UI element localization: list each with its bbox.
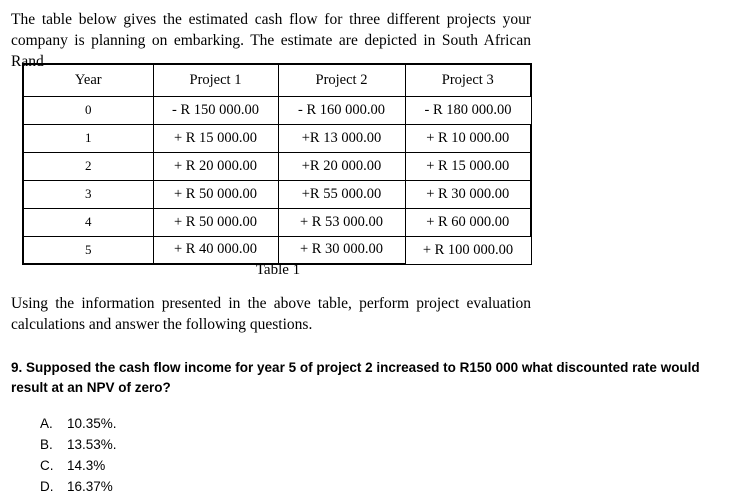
- option-d[interactable]: [40, 476, 117, 494]
- table-header-row: [23, 64, 531, 96]
- cell-project-3: + R 10 000.00: [405, 124, 531, 152]
- option-text: 10.35%.: [67, 416, 117, 431]
- header-project-2: Project 2: [278, 64, 405, 96]
- cell-project-1: + R 15 000.00: [153, 124, 278, 152]
- cash-flow-table: [22, 63, 532, 265]
- option-a[interactable]: [40, 413, 117, 434]
- option-text: 13.53%.: [67, 437, 117, 452]
- cell-project-3: + R 100 000.00: [405, 236, 531, 264]
- option-text: 14.3%: [67, 458, 106, 473]
- cell-year: 1: [23, 124, 153, 152]
- cell-project-2: +R 13 000.00: [278, 124, 405, 152]
- option-b[interactable]: [40, 434, 117, 455]
- cell-project-2: + R 30 000.00: [278, 236, 405, 264]
- cell-project-2: +R 55 000.00: [278, 180, 405, 208]
- question-text: 9. Supposed the cash flow income for year 5 of project 2 increased to R150 000 what discounted rate would result at an NPV of zero?: [11, 360, 700, 395]
- cell-project-1: - R 150 000.00: [153, 96, 278, 124]
- instruction-text: Using the information presented in the above table, perform project evaluation calculations and answer the following questions.: [11, 295, 531, 333]
- option-letter: A.: [40, 416, 53, 431]
- cell-year: 2: [23, 152, 153, 180]
- cell-year: 3: [23, 180, 153, 208]
- cell-year: 0: [23, 96, 153, 124]
- cell-project-1: + R 40 000.00: [153, 236, 278, 264]
- table-row: [23, 180, 531, 208]
- table-row: [23, 152, 531, 180]
- option-letter: B.: [40, 437, 53, 452]
- intro-text: The table below gives the estimated cash flow for three different projects your company is planning on embarking. The estimate are depicted in South African Rand: [11, 11, 531, 70]
- cell-project-1: + R 20 000.00: [153, 152, 278, 180]
- header-year: Year: [23, 64, 153, 96]
- cell-project-1: + R 50 000.00: [153, 208, 278, 236]
- table-caption: Table 1: [255, 262, 301, 278]
- cell-project-3: + R 15 000.00: [405, 152, 531, 180]
- header-project-1: Project 1: [153, 64, 278, 96]
- cell-year: 5: [23, 236, 153, 264]
- cell-project-3: + R 60 000.00: [405, 208, 531, 236]
- cell-project-2: +R 20 000.00: [278, 152, 405, 180]
- cell-project-3: + R 30 000.00: [405, 180, 531, 208]
- header-project-3: Project 3: [405, 64, 531, 96]
- cell-project-2: - R 160 000.00: [278, 96, 405, 124]
- option-text: 16.37%: [67, 479, 113, 494]
- table-row: [23, 96, 531, 124]
- answer-options: [40, 413, 117, 494]
- table-row: [23, 124, 531, 152]
- table-row: [23, 208, 531, 236]
- cell-project-1: + R 50 000.00: [153, 180, 278, 208]
- table-row: [23, 236, 531, 264]
- cell-project-3: - R 180 000.00: [405, 96, 531, 124]
- cell-project-2: + R 53 000.00: [278, 208, 405, 236]
- option-letter: C.: [40, 458, 54, 473]
- option-letter: D.: [40, 479, 54, 494]
- option-c[interactable]: [40, 455, 117, 476]
- cell-year: 4: [23, 208, 153, 236]
